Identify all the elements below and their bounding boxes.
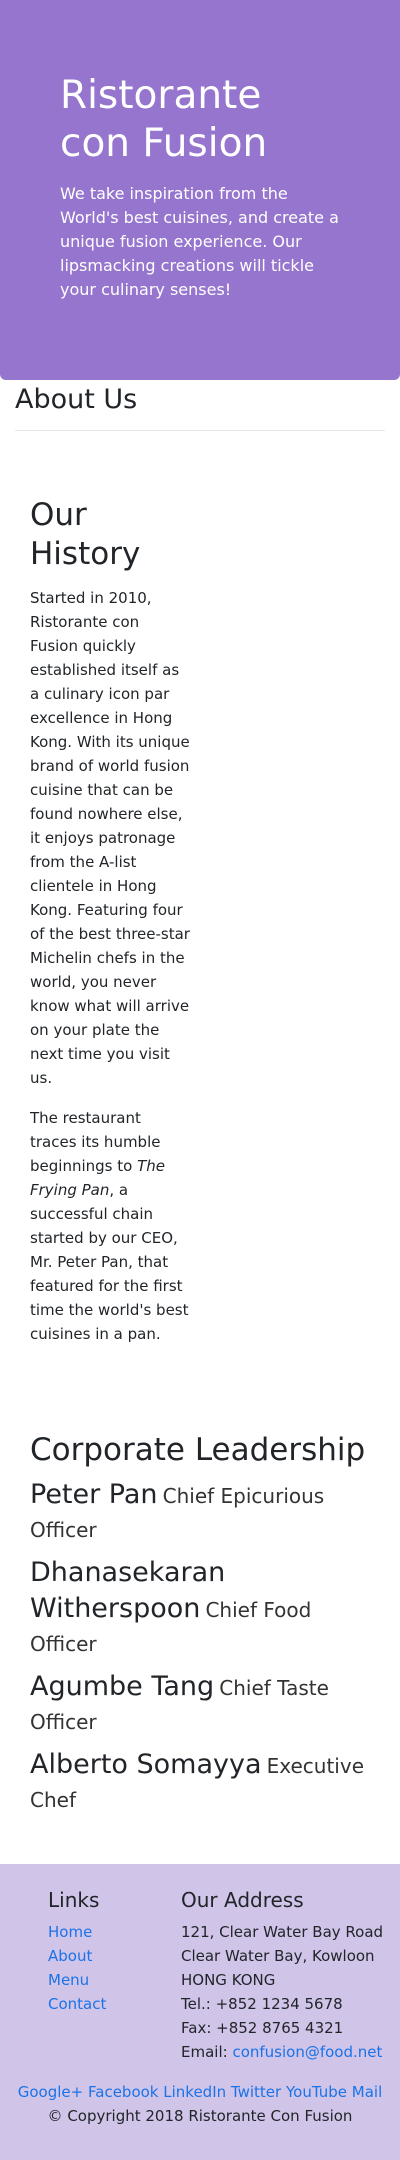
history-section: [30, 496, 190, 1346]
leader-designation: Chief Taste Officer: [30, 1676, 329, 1734]
google-plus-link[interactable]: Google+: [17, 2083, 84, 2101]
address-line: HONG KONG: [181, 1971, 276, 1989]
history-paragraph-1: Started in 2010, Ristorante con Fusion quickly established itself as a culinary icon par excellence in Hong Kong. With its unique brand of world fusion cuisine that can be found nowhere else, it enjoys patronage from the A-list clientele in Hong Kong. Featuring four of the best three-star Michelin chefs in the world, you never know what will arrive on your plate the next time you visit us.: [30, 589, 190, 1087]
youtube-link[interactable]: YouTube: [285, 2083, 347, 2101]
linkedin-link[interactable]: LinkedIn: [163, 2083, 227, 2101]
history-paragraph-2-start: The restaurant traces its humble beginnings to: [30, 1109, 161, 1175]
leader-name: Agumbe Tang: [30, 1671, 215, 1702]
twitter-link[interactable]: Twitter: [230, 2083, 282, 2101]
social-links: [0, 2080, 400, 2104]
leadership-section: [30, 1430, 375, 1818]
leader-item: [30, 1556, 375, 1662]
leader-item: [30, 1670, 375, 1740]
footer-link-home[interactable]: Home: [48, 1923, 93, 1941]
telephone: Tel.: +852 1234 5678: [181, 1995, 343, 2013]
restaurant-tagline: We take inspiration from the World's best cuisines, and create a unique fusion experience. Our lipsmacking creations will tickle your culinary senses!: [60, 184, 339, 299]
leadership-heading: Corporate Leadership: [30, 1432, 366, 1468]
footer-link-menu[interactable]: Menu: [48, 1971, 90, 1989]
history-paragraph-2: [30, 1106, 190, 1346]
email-label: Email:: [181, 2043, 233, 2061]
copyright: © Copyright 2018 Ristorante Con Fusion: [47, 2107, 353, 2125]
page-title: About Us: [15, 384, 138, 415]
leader-designation: Executive Chef: [30, 1754, 364, 1812]
leader-item: [30, 1478, 375, 1548]
restaurant-title: Ristorante con Fusion: [60, 73, 268, 166]
footer-address: [181, 1886, 386, 2064]
jumbotron: [0, 0, 400, 380]
footer: [0, 1864, 400, 2160]
history-heading: Our History: [30, 497, 141, 572]
links-heading: Links: [48, 1888, 100, 1912]
leader-name: Dhanasekaran Witherspoon: [30, 1557, 226, 1624]
history-paragraph-2-end: , a successful chain started by our CEO, Mr. Peter Pan, that featured for the first time the world's best cuisines in a pan.: [30, 1181, 189, 1343]
email-row: [181, 2040, 386, 2064]
footer-links: [48, 1886, 106, 2016]
email-link[interactable]: confusion@food.net: [232, 2043, 383, 2061]
leader-designation: Chief Food Officer: [30, 1598, 312, 1656]
leader-name: Alberto Somayya: [30, 1749, 262, 1780]
fax: Fax: +852 8765 4321: [181, 2019, 344, 2037]
facebook-link[interactable]: Facebook: [88, 2083, 159, 2101]
address-line: Clear Water Bay, Kowloon: [181, 1947, 375, 1965]
leader-item: [30, 1748, 375, 1818]
divider: [15, 430, 385, 431]
mail-link[interactable]: Mail: [351, 2083, 383, 2101]
address-heading: Our Address: [181, 1888, 304, 1912]
footer-link-about[interactable]: About: [48, 1947, 93, 1965]
footer-link-contact[interactable]: Contact: [48, 1995, 107, 2013]
leader-name: Peter Pan: [30, 1479, 158, 1510]
address-line: 121, Clear Water Bay Road: [181, 1923, 384, 1941]
frying-pan-emphasis: The Frying Pan: [30, 1157, 165, 1199]
leader-designation: Chief Epicurious Officer: [30, 1484, 325, 1542]
